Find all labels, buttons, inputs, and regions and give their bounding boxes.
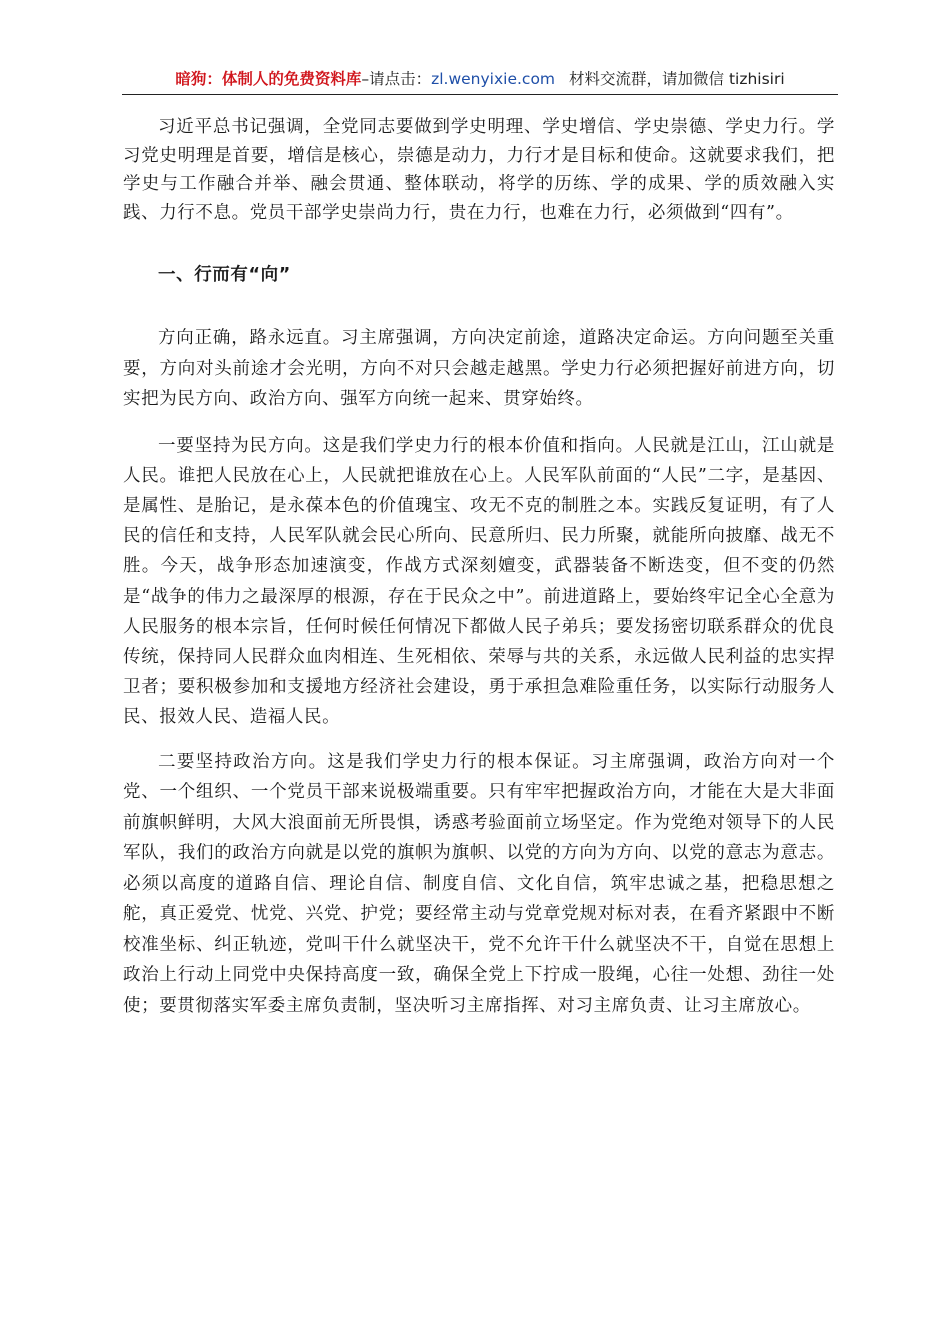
point-two-paragraph: 二要坚持政治方向。这是我们学史力行的根本保证。习主席强调，政治方向对一个党、一个组织、一个党员干部来说极端重要。只有牢牢把握政治方向，才能在大是大非面前旗帜鲜明，大风大浪面前无所畏惧，诱惑考验面前立场坚定。作为党绝对领导下的人民军队，我们的政治方向就是以党的旗帜为旗帜、以党的方向为方向、以党的意志为意志。必须以高度的道路自信、理论自信、制度自信、文化自信，筑牢忠诚之基，把稳思想之舵，真正爱党、忧党、兴党、护党；要经常主动与党章党规对标对表，在看齐紧跟中不断校准坐标、纠正轨迹，党叫干什么就坚决干，党不允许干什么就坚决不干，自觉在思想上政治上行动上同党中央保持高度一致，确保全党上下拧成一股绳，心往一处想、劲往一处使；要贯彻落实军委主席负责制，坚决听习主席指挥、对习主席负责、让习主席放心。 xyxy=(123,751,835,1016)
header-link-prefix: –请点击： xyxy=(361,70,432,88)
section-intro-paragraph: 方向正确，路永远直。习主席强调，方向决定前途，道路决定命运。方向问题至关重要，方向对头前途才会光明，方向不对只会越走越黑。学史力行必须把握好前进方向，切实把为民方向、政治方向、强军方向统一起来、贯穿始终。 xyxy=(123,328,835,409)
point-one-paragraph: 一要坚持为民方向。这是我们学史力行的根本价值和指向。人民就是江山，江山就是人民。谁把人民放在心上，人民就把谁放在心上。人民军队前面的“人民”二字，是基因、是属性、是胎记，是永葆本色的价值瑰宝、攻无不克的制胜之本。实践反复证明，有了人民的信任和支持，人民军队就会民心所向、民意所归、民力所聚，就能所向披靡、战无不胜。今天，战争形态加速演变，作战方式深刻嬗变，武器装备不断迭变，但不变的仍然是“战争的伟力之最深厚的根源，存在于民众之中”。前进道路上，要始终牢记全心全意为人民服务的根本宗旨，任何时候任何情况下都做人民子弟兵；要发扬密切联系群众的优良传统，保持同人民群众血肉相连、生死相依、荣辱与共的关系，永远做人民利益的忠实捍卫者；要积极参加和支援地方经济社会建设，勇于承担急难险重任务，以实际行动服务人民、报效人民、造福人民。 xyxy=(123,435,835,728)
section-heading: 一、行而有“向” xyxy=(158,265,291,285)
header-link[interactable]: zl.wenyixie.com xyxy=(431,70,556,88)
page-header xyxy=(122,68,838,95)
header-brand: 暗狗：体制人的免费资料库 xyxy=(175,70,362,88)
document-body xyxy=(123,113,835,1021)
header-wechat: 材料交流群，请加微信 tizhisiri xyxy=(569,70,785,88)
intro-paragraph: 习近平总书记强调，全党同志要做到学史明理、学史增信、学史崇德、学史力行。学习党史明理是首要，增信是核心，崇德是动力，力行才是目标和使命。这就要求我们，把学史与工作融合并举、融会贯通、整体联动，将学的历练、学的成果、学的质效融入实践、力行不息。党员干部学史崇尚力行，贵在力行，也难在力行，必须做到“四有”。 xyxy=(123,117,835,223)
